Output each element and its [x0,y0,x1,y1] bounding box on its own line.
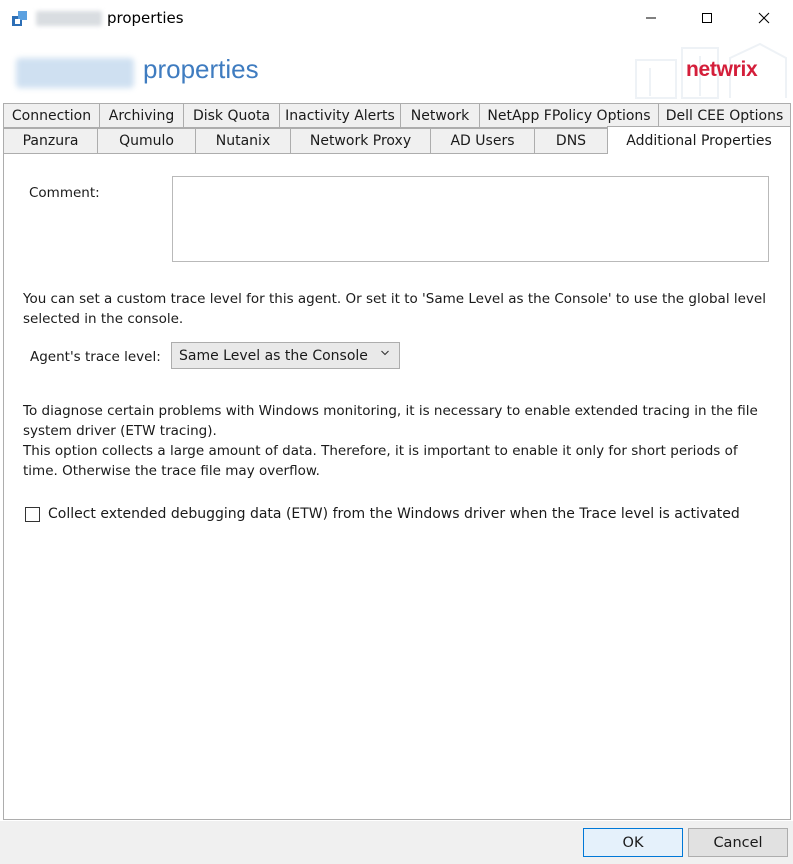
chevron-down-icon [380,349,390,357]
tab-panzura[interactable]: Panzura [3,128,98,154]
trace-level-description: You can set a custom trace level for this agent. Or set it to 'Same Level as the Console' to use the global level selected in the console. [23,291,766,327]
minimize-icon [645,12,657,24]
app-icon [11,10,29,28]
tab-qumulo[interactable]: Qumulo [97,128,196,154]
netwrix-logo: netwrix [686,58,758,81]
etw-description [23,401,773,481]
trace-level-label: Agent's trace level: [30,349,161,365]
tab-archiving[interactable]: Archiving [99,103,184,128]
tab-netapp-fpolicy-options[interactable]: NetApp FPolicy Options [479,103,659,128]
tab-ad-users[interactable]: AD Users [430,128,535,154]
tab-dell-cee-options[interactable]: Dell CEE Options [658,103,791,128]
etw-description-line2: This option collects a large amount of data. Therefore, it is important to enable it only for short periods of time. Otherwise the trace file may overflow. [23,443,738,479]
trace-level-value: Same Level as the Console [179,347,368,364]
tab-additional-properties[interactable]: Additional Properties [607,126,791,154]
cancel-button[interactable]: Cancel [688,828,788,857]
etw-checkbox-label[interactable]: Collect extended debugging data (ETW) from the Windows driver when the Trace level is activated [48,506,740,522]
tab-network[interactable]: Network [400,103,480,128]
etw-checkbox[interactable] [25,507,40,522]
redacted-header-name [16,58,134,88]
redacted-server-name [36,11,102,26]
close-button[interactable] [741,0,787,36]
trace-level-dropdown[interactable] [171,342,400,369]
comment-input[interactable] [172,176,769,262]
tab-nutanix[interactable]: Nutanix [195,128,291,154]
panel-top-border [3,153,607,154]
tab-network-proxy[interactable]: Network Proxy [290,128,431,154]
comment-label: Comment: [29,185,100,201]
window-title: properties [107,9,184,27]
header-title: properties [143,54,259,84]
etw-description-line1: To diagnose certain problems with Windows monitoring, it is necessary to enable extended tracing in the file system driver (ETW tracing). [23,403,758,439]
maximize-button[interactable] [684,0,730,36]
close-icon [758,12,770,24]
maximize-icon [701,12,713,24]
tab-dns[interactable]: DNS [534,128,608,154]
tab-connection[interactable]: Connection [3,103,100,128]
tab-inactivity-alerts[interactable]: Inactivity Alerts [279,103,401,128]
minimize-button[interactable] [628,0,674,36]
tab-disk-quota[interactable]: Disk Quota [183,103,280,128]
ok-button[interactable]: OK [583,828,683,857]
